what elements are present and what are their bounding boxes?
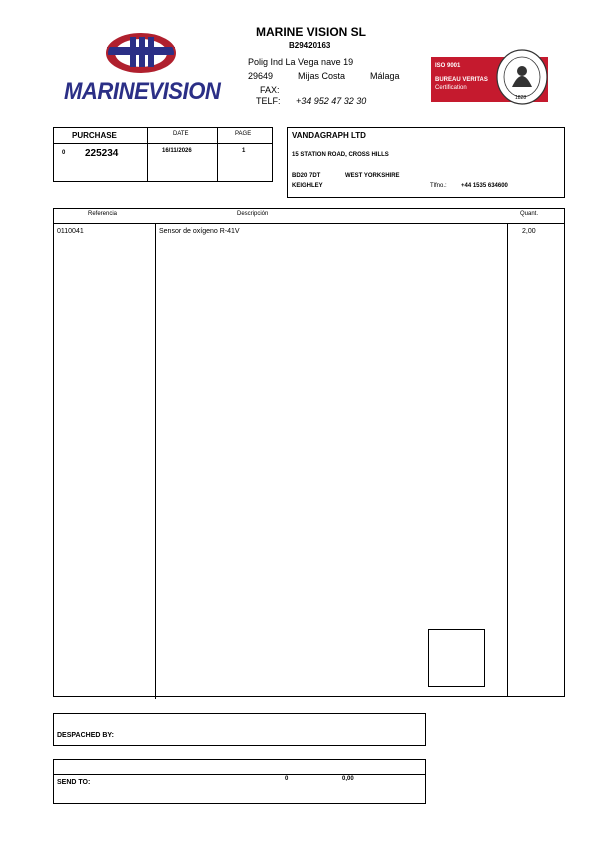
items-table [53, 208, 565, 697]
row-quantity: 2,00 [522, 228, 536, 235]
supplier-county: WEST YORKSHIRE [345, 173, 400, 179]
row-reference: 0110041 [57, 228, 84, 235]
send-to-label: SEND TO: [57, 779, 91, 786]
company-address: Polig Ind La Vega nave 19 [248, 57, 354, 67]
despatched-label: DESPACHED BY: [57, 732, 114, 739]
seal-year: 1828 [515, 95, 527, 101]
company-phone: +34 952 47 32 30 [296, 96, 367, 106]
supplier-town: KEIGHLEY [292, 183, 323, 189]
supplier-phone: +44 1535 634600 [461, 183, 508, 189]
bureau-veritas-seal [496, 49, 548, 105]
company-name: MARINE VISION SL [256, 25, 367, 39]
logo-text: MARINEVISION [64, 78, 221, 105]
date-label: DATE [173, 131, 189, 137]
send-to-value-a: 0 [285, 776, 289, 782]
company-tax-id: B29420163 [289, 41, 331, 50]
order-date: 16/11/2026 [162, 148, 192, 154]
supplier-name: VANDAGRAPH LTD [292, 131, 366, 140]
purchase-label: PURCHASE [72, 131, 117, 140]
header-quantity: Quant. [520, 211, 539, 217]
supplier-address: 15 STATION ROAD, CROSS HILLS [292, 152, 389, 158]
iso-label: ISO 9001 [435, 63, 461, 69]
stamp-box [428, 629, 485, 687]
send-to-value-b: 0,00 [342, 776, 354, 782]
company-province: Málaga [370, 71, 400, 81]
iso-status: Certification [435, 85, 467, 91]
company-phone-label: TELF: [256, 96, 281, 106]
header-reference: Referencia [88, 211, 118, 217]
send-to-box [53, 759, 426, 804]
logo-emblem [105, 32, 177, 74]
order-prefix: 0 [62, 150, 66, 156]
supplier-phone-label: Tlfno.: [430, 183, 447, 189]
company-logo [60, 32, 220, 108]
company-postcode: 29649 [248, 71, 274, 81]
company-city: Mijas Costa [298, 71, 346, 81]
order-number: 225234 [85, 148, 119, 159]
order-page: 1 [242, 148, 246, 154]
header-description: Descripción [237, 211, 269, 217]
page-label: PAGE [235, 131, 252, 137]
supplier-postcode: BD20 7DT [292, 173, 321, 179]
iso-issuer: BUREAU VERITAS [435, 77, 488, 83]
despatched-box [53, 713, 426, 746]
row-description: Sensor de oxígeno R-41V [159, 228, 240, 235]
company-fax-label: FAX: [260, 85, 280, 95]
